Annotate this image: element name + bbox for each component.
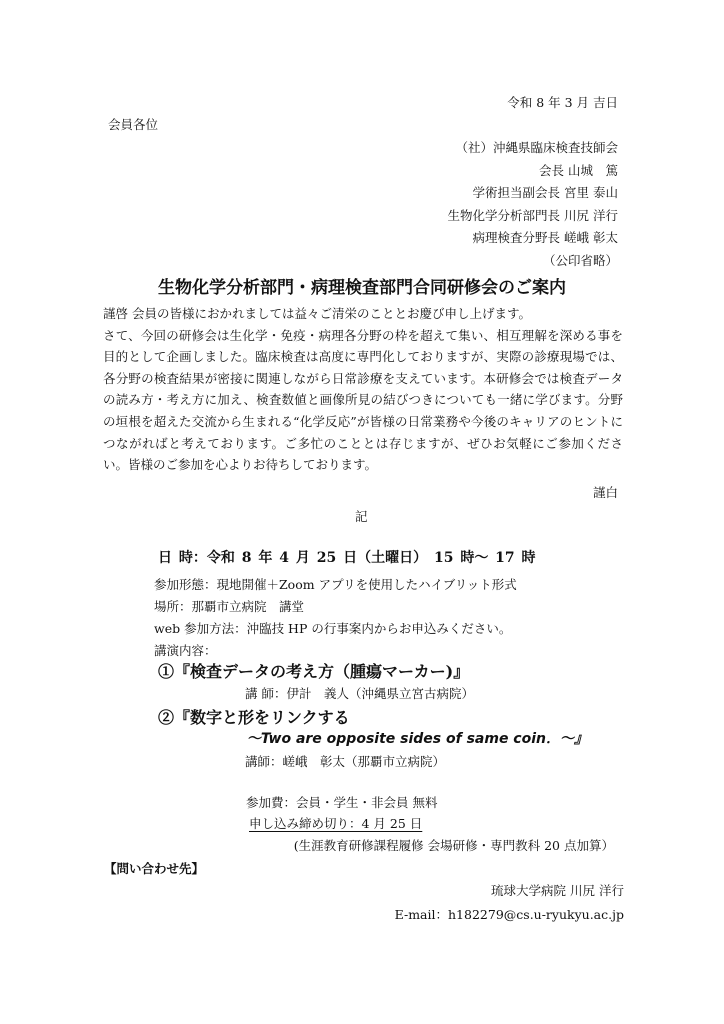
sender-organization: （社）沖縄県臨床検査技師会 xyxy=(455,140,618,155)
closing-word: 謹白 xyxy=(592,485,618,500)
document-date: 令和 8 年 3 月 吉日 xyxy=(507,95,618,110)
body-text xyxy=(103,303,623,476)
training-credits: (生涯教育研修課程履修 会場研修・専門教科 20 点加算） xyxy=(293,838,614,853)
sender-president: 会長 山城 篤 xyxy=(539,162,618,178)
contact-label: 【問い合わせ先】 xyxy=(104,861,205,876)
lecture-2-title: ②『数字と形をリンクする xyxy=(158,708,350,727)
seal-omitted-note: （公印省略） xyxy=(542,252,618,268)
event-datetime: 日 時：令和 8 年 4 月 25 日（土曜日） 15 時～ 17 時 xyxy=(158,550,536,566)
venue: 場所：那覇市立病院 講堂 xyxy=(154,599,305,614)
ki-heading: 記 xyxy=(355,509,368,524)
lectures-label: 講演内容： xyxy=(154,643,217,658)
lecture-1-speaker: 講 師：伊計 義人（沖縄県立宮古病院） xyxy=(245,686,474,701)
greeting-line: 謹啓 会員の皆様におかれましては益々ご清栄のこととお慶び申し上げます。 xyxy=(103,306,531,321)
sender-biochem-head: 生物化学分析部門長 川尻 洋行 xyxy=(447,207,618,223)
contact-email: E-mail：h182279@cs.u-ryukyu.ac.jp xyxy=(394,907,624,922)
lecture-2-subtitle: ～Two are opposite sides of same coin．～』 xyxy=(246,731,588,747)
lecture-1-title: ①『検査データの考え方（腫瘍マーカー)』 xyxy=(158,662,470,681)
sender-pathology-head: 病理検査分野長 嵯峨 彰太 xyxy=(472,230,618,245)
contact-name: 琉球大学病院 川尻 洋行 xyxy=(491,883,624,898)
lecture-2-speaker: 講師：嵯峨 彰太（那覇市立病院） xyxy=(245,754,446,769)
document-title: 生物化学分析部門・病理検査部門合同研修会のご案内 xyxy=(158,278,566,298)
body-paragraph: さて、今回の研修会は生化学・免疫・病理各分野の枠を超えて集い、相互理解を深める事を目的として企画しました。臨床検査は高度に専門化しておりますが、実際の診療現場では、各分野の検査結果が密接に関連しながら日常診療を支えています。本研修会では検査データの読み方・考え方に加え、検査数値と画像所見の結びつきについても一緒に学びます。分野の垣根を超えた交流から生まれる“化学反応”が皆様の日常業務や今後のキャリアのヒントにつながればと考えております。ご多忙のこととは存じますが、ぜひお気軽にご参加ください。皆様のご参加を心よりお待ちしております。 xyxy=(103,327,623,473)
participation-format: 参加形態：現地開催＋Zoom アプリを使用したハイブリット形式 xyxy=(154,577,517,592)
participation-fee: 参加費：会員・学生・非会員 無料 xyxy=(246,795,438,810)
registration-deadline: 申し込み締め切り：4 月 25 日 xyxy=(249,816,423,831)
addressee: 会員各位 xyxy=(108,117,159,132)
sender-block xyxy=(448,137,618,272)
web-participation: web 参加方法：沖臨技 HP の行事案内からお申込みください。 xyxy=(154,621,512,636)
contact-block xyxy=(395,879,624,927)
sender-vice-president: 学術担当副会長 宮里 泰山 xyxy=(472,185,618,200)
